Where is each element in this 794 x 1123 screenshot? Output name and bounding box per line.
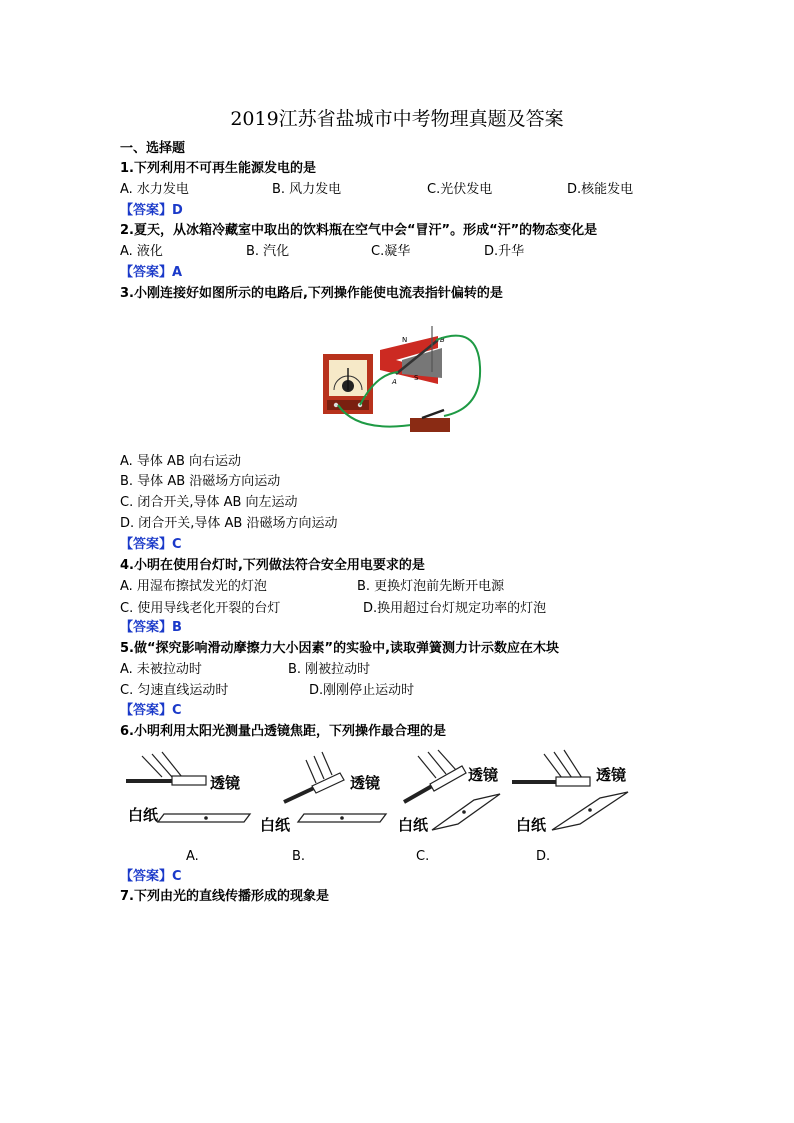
- q5-option-c: C. 匀速直线运动时: [120, 683, 229, 698]
- lens-label-b: 透镜: [350, 774, 381, 792]
- question-1-stem: 1.下列利用不可再生能源发电的是: [120, 161, 316, 176]
- label-s: S: [414, 374, 419, 382]
- wire-3: [436, 336, 480, 416]
- q1-option-a: A. 水力发电: [120, 182, 189, 197]
- lens-label-d: 透镜: [596, 766, 627, 784]
- caption-b: B.: [292, 849, 306, 864]
- q4-option-c: C. 使用导线老化开裂的台灯: [120, 601, 281, 616]
- label-a: A: [392, 378, 397, 386]
- q1-option-d: D.核能发电: [567, 182, 634, 197]
- q3-option-d: D. 闭合开关,导体 AB 沿磁场方向运动: [120, 516, 338, 531]
- lens-option-c: [398, 750, 500, 834]
- q5-option-d: D.刚刚停止运动时: [309, 683, 415, 698]
- q5-option-a: A. 未被拉动时: [120, 662, 202, 677]
- question-5-stem: 5.做“探究影响滑动摩擦力大小因素”的实验中,读取弹簧测力计示数应在木块: [120, 641, 560, 656]
- q6-answer: 【答案】C: [120, 869, 182, 884]
- question-4-stem: 4.小明在使用台灯时,下列做法符合安全用电要求的是: [120, 558, 425, 573]
- paper-label-c: 白纸: [398, 816, 429, 834]
- q4-option-b: B. 更换灯泡前先断开电源: [357, 579, 505, 594]
- q3-option-c: C. 闭合开关,导体 AB 向左运动: [120, 495, 298, 510]
- q2-option-c: C.凝华: [371, 244, 411, 259]
- caption-a: A.: [186, 849, 199, 864]
- question-2-stem: 2.夏天，从冰箱冷藏室中取出的饮料瓶在空气中会“冒汗”。形成“汗”的物态变化是: [120, 223, 598, 238]
- lens-option-b: [260, 752, 386, 834]
- q4-answer: 【答案】B: [120, 620, 182, 635]
- label-b: B: [440, 336, 445, 344]
- q2-option-b: B. 汽化: [246, 244, 290, 259]
- label-n: N: [402, 336, 408, 344]
- switch: [410, 418, 450, 432]
- question-3-stem: 3.小刚连接好如图所示的电路后,下列操作能使电流表指针偏转的是: [120, 286, 503, 301]
- circuit-figure: [318, 312, 498, 440]
- q4-option-a: A. 用湿布擦拭发光的灯泡: [120, 579, 267, 594]
- question-7-stem: 7.下列由光的直线传播形成的现象是: [120, 889, 329, 904]
- q1-option-b: B. 风力发电: [272, 182, 342, 197]
- q2-answer: 【答案】A: [120, 265, 183, 280]
- q3-option-b: B. 导体 AB 沿磁场方向运动: [120, 474, 281, 489]
- question-6-stem: 6.小明利用太阳光测量凸透镜焦距，下列操作最合理的是: [120, 724, 446, 739]
- q2-option-d: D.升华: [484, 244, 525, 259]
- lens-option-a: [126, 752, 250, 824]
- q2-option-a: A. 液化: [120, 244, 163, 259]
- paper-label-d: 白纸: [516, 816, 547, 834]
- paper-label-b: 白纸: [260, 816, 291, 834]
- lens-label-c: 透镜: [468, 766, 499, 784]
- q4-option-d: D.换用超过台灯规定功率的灯泡: [363, 601, 547, 616]
- caption-d: D.: [536, 849, 551, 864]
- caption-c: C.: [416, 849, 430, 864]
- q5-option-b: B. 刚被拉动时: [288, 662, 371, 677]
- section-heading: 一、选择题: [120, 141, 186, 156]
- q1-answer: 【答案】D: [120, 203, 183, 218]
- page-title: 2019江苏省盐城市中考物理真题及答案: [230, 108, 564, 130]
- lens-option-d: [512, 750, 628, 834]
- q5-answer: 【答案】C: [120, 703, 182, 718]
- lens-label-a: 透镜: [210, 774, 241, 792]
- q3-answer: 【答案】C: [120, 537, 182, 552]
- q1-option-c: C.光伏发电: [427, 182, 493, 197]
- q3-option-a: A. 导体 AB 向右运动: [120, 454, 242, 469]
- lens-options-figure: [126, 748, 646, 868]
- paper-label-a: 白纸: [128, 806, 159, 824]
